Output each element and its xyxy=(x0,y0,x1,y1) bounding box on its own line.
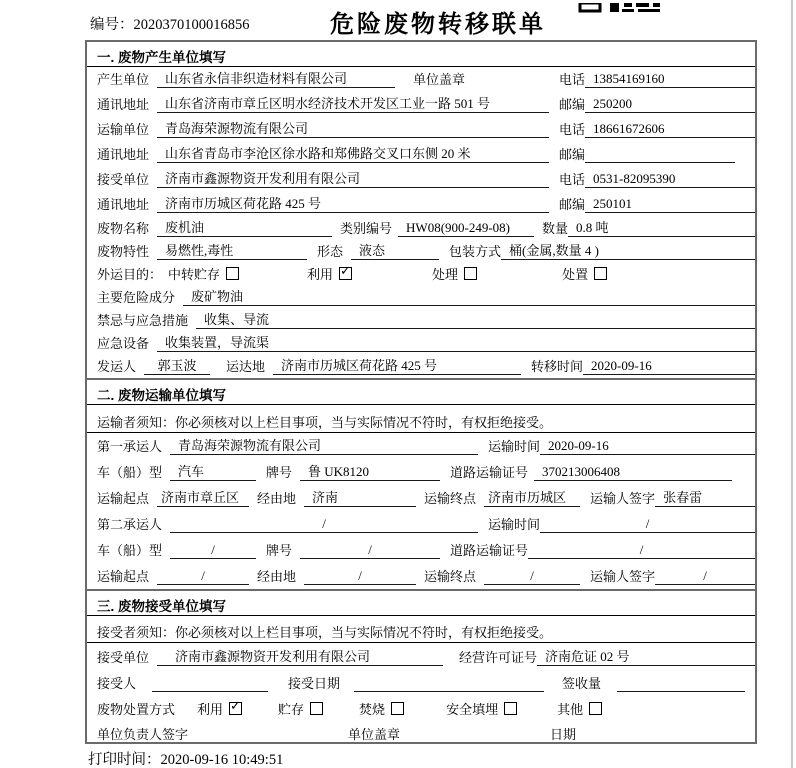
disposal-option-landfill[interactable] xyxy=(446,699,517,718)
purpose-label: 外运目的： xyxy=(97,267,163,282)
via2-value[interactable]: / xyxy=(304,568,416,585)
carrier-sign-label: 运输人签字 xyxy=(590,569,656,584)
transporter-address-value: 山东省青岛市李沧区徐水路和郑佛路交叉口东侧 20 米 xyxy=(157,143,549,163)
option-label: 其他 xyxy=(557,702,584,717)
hazard-value: 废矿物油 xyxy=(183,286,755,306)
transporter-label: 运输单位 xyxy=(97,122,150,137)
zip-label: 邮编 xyxy=(559,197,586,212)
checkbox-icon[interactable] xyxy=(391,702,404,715)
received-qty-label: 签收量 xyxy=(562,676,602,691)
producer-label: 产生单位 xyxy=(97,72,150,87)
business-permit-label: 经营许可证号 xyxy=(459,650,538,665)
terminus-value: 济南市历城区 xyxy=(484,487,580,507)
print-time-label: 打印时间： xyxy=(88,752,161,768)
section-receiver xyxy=(87,589,755,744)
option-label: 利用 xyxy=(307,267,334,282)
row-receiver xyxy=(87,167,755,192)
disposal-method-label: 废物处置方式 xyxy=(97,702,176,717)
dispatcher-label: 发运人 xyxy=(97,359,137,374)
row-transporter-address xyxy=(87,142,755,167)
row-vehicle1 xyxy=(87,459,755,485)
waste-form-label: 形态 xyxy=(317,244,344,259)
via-label: 经由地 xyxy=(257,491,297,506)
purpose-option-treat[interactable] xyxy=(432,264,477,283)
plate2-value[interactable]: / xyxy=(300,542,440,559)
section1-header: 一. 废物产生单位填写 xyxy=(87,42,755,67)
purpose-option-dispose[interactable] xyxy=(562,264,607,283)
checkbox-icon[interactable] xyxy=(594,267,607,280)
print-time-value: 2020-09-16 10:49:51 xyxy=(160,752,284,768)
vehicle-type-value: 汽车 xyxy=(170,461,256,481)
producer-zip-value: 250200 xyxy=(585,96,755,113)
section-producer xyxy=(87,42,755,378)
receiver-label: 接受单位 xyxy=(97,172,150,187)
waste-code-value: HW08(900-249-08) xyxy=(398,220,534,237)
destination-value: 济南市历城区荷花路 425 号 xyxy=(273,355,521,375)
transporter-phone-value: 18661672606 xyxy=(585,121,755,138)
checkbox-icon[interactable] xyxy=(589,702,602,715)
road-permit2-value[interactable]: / xyxy=(528,542,755,559)
option-label: 贮存 xyxy=(278,702,305,717)
row-producer-address xyxy=(87,92,755,117)
carrier-sign-value: 张春雷 xyxy=(655,487,755,507)
option-label: 中转贮存 xyxy=(168,267,221,282)
zip-label: 邮编 xyxy=(559,97,586,112)
transporter-value: 青岛海荣源物流有限公司 xyxy=(157,118,549,138)
waste-traits-label: 废物特性 xyxy=(97,244,150,259)
vehicle-type2-value[interactable]: / xyxy=(170,542,256,559)
option-label: 焚烧 xyxy=(359,702,386,717)
transporter-notice: 运输者须知：你必须核对以上栏目事项，当与实际情况不符时，有权拒绝接受。 xyxy=(87,405,755,433)
row-receiver-address xyxy=(87,192,755,217)
checkbox-icon[interactable] xyxy=(226,267,239,280)
taboo-value: 收集、导流 xyxy=(196,309,755,329)
accept-date-label: 接受日期 xyxy=(288,676,341,691)
vehicle-type-label: 车（船）型 xyxy=(97,543,163,558)
page-right-edge xyxy=(791,0,793,768)
waste-form-value: 液态 xyxy=(351,240,439,260)
row-transporter xyxy=(87,117,755,142)
waste-name-value: 废机油 xyxy=(157,217,332,237)
origin2-value[interactable]: / xyxy=(157,568,249,585)
receiver-zip-value: 250101 xyxy=(585,196,755,213)
business-permit-value: 济南危证 02 号 xyxy=(537,646,755,666)
carrier-sign-label: 运输人签字 xyxy=(590,491,656,506)
carrier-sign2-value[interactable]: / xyxy=(655,568,755,585)
receive-unit-label: 接受单位 xyxy=(97,650,150,665)
plate-label: 牌号 xyxy=(266,465,293,480)
waste-code-label: 类别编号 xyxy=(340,221,393,236)
terminus2-value[interactable]: / xyxy=(484,568,580,585)
address-label: 通讯地址 xyxy=(97,197,150,212)
row-waste-name xyxy=(87,217,755,240)
receiver-notice: 接受者须知：你必须核对以上栏目事项，当与实际情况不符时，有权拒绝接受。 xyxy=(87,616,755,643)
row-producer xyxy=(87,67,755,92)
seal-label: 单位盖章 xyxy=(413,72,466,87)
acceptor-label: 接受人 xyxy=(97,676,137,691)
road-permit-label: 道路运输证号 xyxy=(450,543,529,558)
producer-address-left xyxy=(97,93,559,113)
option-label: 处置 xyxy=(562,267,589,282)
transport-time-value: 2020-09-16 xyxy=(540,438,755,455)
row-route2 xyxy=(87,563,755,589)
responsible-sign-value[interactable] xyxy=(212,742,332,743)
qr-code-partial-icon xyxy=(578,0,678,18)
date-label: 日期 xyxy=(550,727,577,742)
manifest-form-table xyxy=(85,40,757,744)
row-route1 xyxy=(87,485,755,511)
equipment-value: 收集装置，导流渠 xyxy=(157,332,755,352)
disposal-option-incinerate[interactable] xyxy=(359,699,404,718)
checkbox-icon[interactable] xyxy=(229,702,242,715)
unit-seal-label: 单位盖章 xyxy=(348,727,401,742)
disposal-option-utilize[interactable] xyxy=(197,699,242,718)
section2-header: 二. 废物运输单位填写 xyxy=(87,380,755,405)
via-value: 济南 xyxy=(304,487,416,507)
origin-label: 运输起点 xyxy=(97,491,150,506)
serial-value: 2020370100016856 xyxy=(133,17,250,33)
purpose-option-utilize[interactable] xyxy=(307,264,352,283)
row-dispatch xyxy=(87,355,755,378)
road-permit-value: 370213006408 xyxy=(534,464,732,481)
row-carrier2 xyxy=(87,511,755,537)
section3-header: 三. 废物接受单位填写 xyxy=(87,591,755,616)
terminus-label: 运输终点 xyxy=(424,491,477,506)
option-label: 安全填埋 xyxy=(446,702,499,717)
dispatcher-value: 郭玉波 xyxy=(144,355,210,375)
date-value[interactable] xyxy=(584,742,755,743)
receiver-value: 济南市鑫源物资开发利用有限公司 xyxy=(157,168,549,188)
transporter-left xyxy=(97,118,559,138)
page-title: 危险废物转移联单 xyxy=(330,11,546,38)
transporter-zip-value[interactable] xyxy=(585,162,735,163)
producer-phone-value: 13854169160 xyxy=(585,71,755,88)
taboo-label: 禁忌与应急措施 xyxy=(97,313,189,328)
hazard-label: 主要危险成分 xyxy=(97,290,176,305)
row-hazard xyxy=(87,286,755,309)
purpose-option-transfer-storage[interactable] xyxy=(168,264,239,283)
checkbox-icon[interactable] xyxy=(504,702,517,715)
row-acceptor xyxy=(87,670,755,696)
waste-qty-label: 数量 xyxy=(542,221,569,236)
row-waste-traits xyxy=(87,240,755,263)
section-transporter xyxy=(87,378,755,589)
print-time xyxy=(88,748,283,768)
producer-left xyxy=(97,68,559,88)
address-label: 通讯地址 xyxy=(97,147,150,162)
checkbox-icon[interactable] xyxy=(464,267,477,280)
option-label: 处理 xyxy=(432,267,459,282)
plate-value: 鲁 UK8120 xyxy=(300,461,440,481)
row-vehicle2 xyxy=(87,537,755,563)
carrier1-label: 第一承运人 xyxy=(97,439,163,454)
transport-time2-value[interactable]: / xyxy=(540,516,755,533)
carrier2-label: 第二承运人 xyxy=(97,517,163,532)
plate-label: 牌号 xyxy=(266,543,293,558)
row-purpose xyxy=(87,263,755,286)
received-qty-value[interactable] xyxy=(617,691,745,692)
receiver-phone-value: 0531-82095390 xyxy=(585,171,755,188)
row-receive-unit xyxy=(87,643,755,670)
disposal-option-store[interactable] xyxy=(278,699,323,718)
accept-date-value[interactable] xyxy=(354,691,544,692)
via-label: 经由地 xyxy=(257,569,297,584)
phone-label: 电话 xyxy=(559,72,586,87)
equipment-label: 应急设备 xyxy=(97,336,150,351)
receiver-address-value: 济南市历城区荷花路 425 号 xyxy=(157,193,549,213)
address-label: 通讯地址 xyxy=(97,97,150,112)
receiver-left xyxy=(97,168,559,188)
transport-time-label: 运输时间 xyxy=(488,517,541,532)
responsible-sign-label: 单位负责人签字 xyxy=(97,727,189,742)
producer-address-value: 山东省济南市章丘区明水经济技术开发区工业一路 501 号 xyxy=(157,93,549,113)
checkbox-icon[interactable] xyxy=(339,267,352,280)
waste-traits-value: 易燃性,毒性 xyxy=(157,240,307,260)
receiver-address-left xyxy=(97,193,559,213)
producer-value: 山东省永信非织造材料有限公司 xyxy=(157,68,395,88)
origin-value: 济南市章丘区 xyxy=(157,487,249,507)
destination-label: 运达地 xyxy=(226,359,266,374)
transport-time-label: 运输时间 xyxy=(488,439,541,454)
road-permit-label: 道路运输证号 xyxy=(450,465,529,480)
acceptor-value[interactable] xyxy=(152,691,268,692)
phone-label: 电话 xyxy=(559,172,586,187)
waste-qty-value: 0.8 吨 xyxy=(568,217,755,237)
origin-label: 运输起点 xyxy=(97,569,150,584)
waste-name-label: 废物名称 xyxy=(97,221,150,236)
row-signoff xyxy=(87,722,755,744)
serial-label: 编号： xyxy=(90,17,134,33)
option-label: 利用 xyxy=(197,702,224,717)
disposal-option-other[interactable] xyxy=(557,699,602,718)
packaging-label: 包装方式 xyxy=(449,244,502,259)
row-disposal-method xyxy=(87,696,755,722)
row-taboo xyxy=(87,309,755,332)
receive-unit-value: 济南市鑫源物资开发利用有限公司 xyxy=(157,646,443,666)
carrier1-value: 青岛海荣源物流有限公司 xyxy=(170,435,478,455)
vehicle-type-label: 车（船）型 xyxy=(97,465,163,480)
row-carrier1 xyxy=(87,433,755,459)
checkbox-icon[interactable] xyxy=(310,702,323,715)
serial-number xyxy=(90,13,250,34)
transfer-time-value: 2020-09-16 xyxy=(583,358,755,375)
carrier2-value[interactable]: / xyxy=(170,516,478,533)
row-equipment xyxy=(87,332,755,355)
terminus-label: 运输终点 xyxy=(424,569,477,584)
transfer-time-label: 转移时间 xyxy=(531,359,584,374)
packaging-value: 桶(金属,数量 4 ) xyxy=(501,240,755,260)
transporter-address-left xyxy=(97,143,559,163)
phone-label: 电话 xyxy=(559,122,586,137)
zip-label: 邮编 xyxy=(559,147,586,162)
